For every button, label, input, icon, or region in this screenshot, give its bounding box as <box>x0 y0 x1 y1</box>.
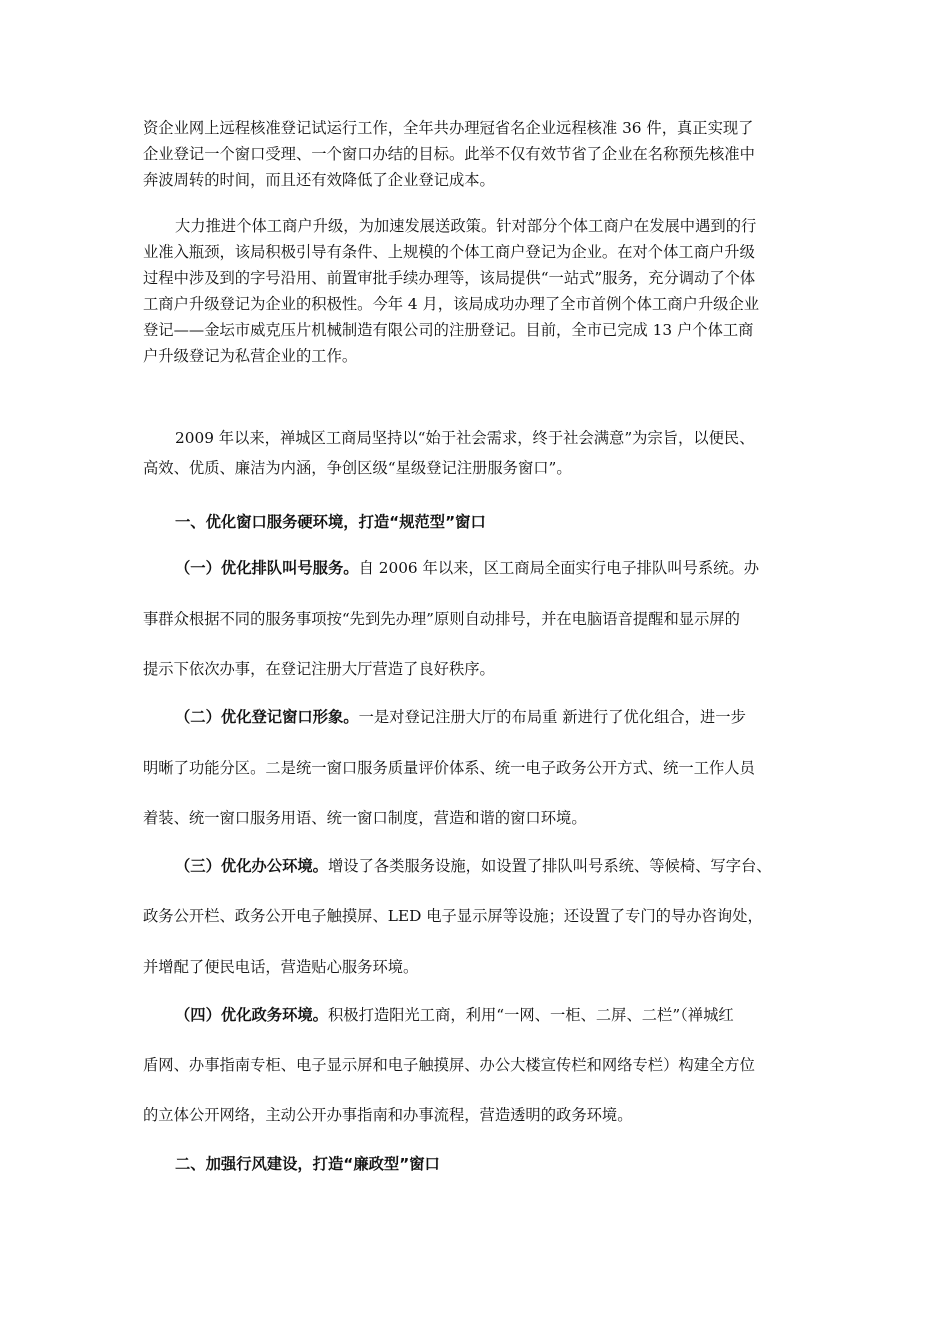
paragraph-line: 登记——金坛市威克压片机械制造有限公司的注册登记。目前，全市已完成 13 户个体工商 <box>143 321 754 339</box>
section-heading: 一、优化窗口服务硬环境，打造“规范型”窗口 <box>175 513 486 531</box>
paragraph-line: 过程中涉及到的字号沿用、前置审批手续办理等，该局提供“一站式”服务，充分调动了个体 <box>143 269 756 287</box>
item-text: 增设了各类服务设施，如设置了排队叫号系统、等候椅、写字台、 <box>327 857 772 875</box>
paragraph-line: 业准入瓶颈，该局积极引导有条件、上规模的个体工商户登记为企业。在对个体工商户升级 <box>143 243 755 261</box>
item-text: 自 2006 年以来，区工商局全面实行电子排队叫号系统。办 <box>358 559 760 577</box>
paragraph-line: 高效、优质、廉洁为内涵，争创区级“星级登记注册服务窗口”。 <box>143 459 572 477</box>
paragraph-line: 着装、统一窗口服务用语、统一窗口制度，营造和谐的窗口环境。 <box>143 809 587 827</box>
paragraph-line: 工商户升级登记为企业的积极性。今年 4 月，该局成功办理了全市首例个体工商户升级企业 <box>143 295 760 313</box>
paragraph-line: 事群众根据不同的服务事项按“先到先办理”原则自动排号，并在电脑语音提醒和显示屏的 <box>143 610 740 628</box>
paragraph-line: 并增配了便民电话，营造贴心服务环境。 <box>143 958 419 976</box>
paragraph-line: 户升级登记为私营企业的工作。 <box>143 347 358 365</box>
list-item <box>175 707 813 727</box>
list-item <box>175 856 813 876</box>
paragraph-line: 提示下依次办事，在登记注册大厅营造了良好秩序。 <box>143 660 495 678</box>
item-label: （二）优化登记窗口形象。 <box>175 708 359 726</box>
paragraph-line: 奔波周转的时间，而且还有效降低了企业登记成本。 <box>143 171 495 189</box>
paragraph-line: 明晰了功能分区。二是统一窗口服务质量评价体系、统一电子政务公开方式、统一工作人员 <box>143 759 755 777</box>
paragraph-line: 政务公开栏、政务公开电子触摸屏、LED 电子显示屏等设施；还设置了专门的导办咨询处， <box>143 907 763 925</box>
item-text: 积极打造阳光工商，利用“一网、一柜、二屏、二栏”（禅城红 <box>327 1006 734 1024</box>
item-label: （一）优化排队叫号服务。 <box>175 559 359 577</box>
paragraph-line: 盾网、办事指南专柜、电子显示屏和电子触摸屏、办公大楼宣传栏和网络专栏）构建全方位 <box>143 1056 755 1074</box>
list-item <box>175 1005 813 1025</box>
section-heading: 二、加强行风建设，打造“廉政型”窗口 <box>175 1155 440 1173</box>
paragraph-line: 企业登记一个窗口受理、一个窗口办结的目标。此举不仅有效节省了企业在名称预先核准中 <box>143 145 755 163</box>
item-label: （四）优化政务环境。 <box>175 1006 328 1024</box>
item-label: （三）优化办公环境。 <box>175 857 328 875</box>
paragraph-line: 的立体公开网络，主动公开办事指南和办事流程，营造透明的政务环境。 <box>143 1106 633 1124</box>
paragraph-line: 大力推进个体工商户升级，为加速发展送政策。针对部分个体工商户在发展中遇到的行 <box>175 217 757 235</box>
item-text: 一是对登记注册大厅的布局重 新进行了优化组合，进一步 <box>358 708 746 726</box>
list-item <box>175 558 813 578</box>
paragraph-line: 资企业网上远程核准登记试运行工作，全年共办理冠省名企业远程核准 36 件，真正实现了 <box>143 119 754 137</box>
paragraph-line: 2009 年以来，禅城区工商局坚持以“始于社会需求，终于社会满意”为宗旨，以便民、 <box>175 429 755 447</box>
